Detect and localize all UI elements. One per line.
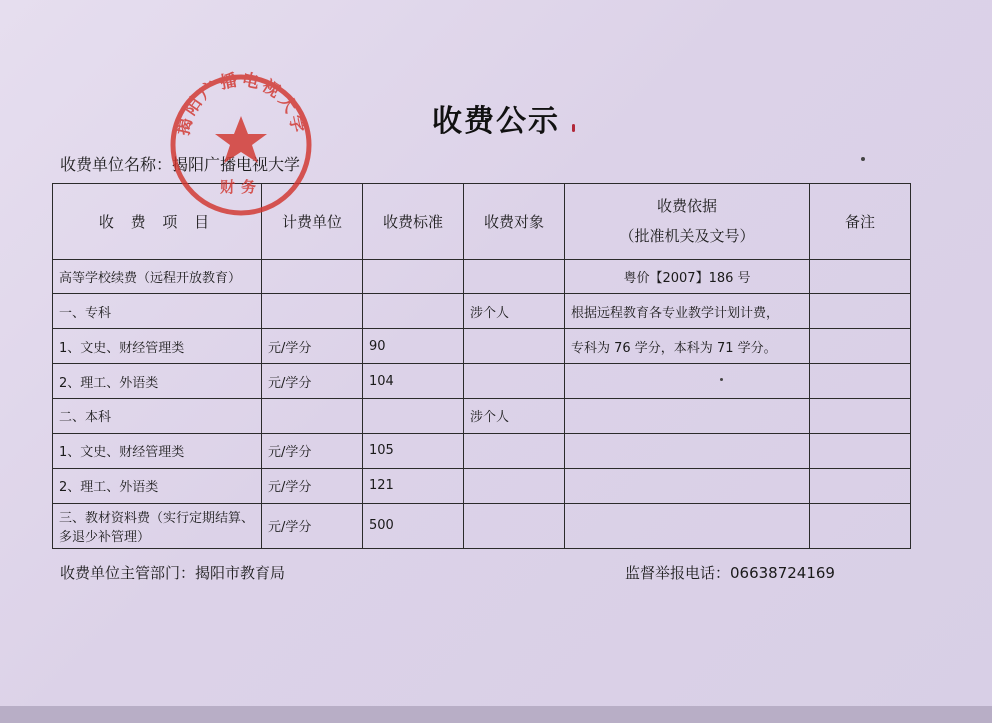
cell-item bbox=[53, 503, 262, 548]
header-target: 收费对象 bbox=[464, 184, 565, 260]
cell-unit bbox=[262, 259, 363, 294]
header-unit: 计费单位 bbox=[262, 184, 363, 260]
seal-subtext: 财务 bbox=[219, 178, 263, 196]
cell-item-line1: 三、教材资料费（实行定期结算、 bbox=[59, 510, 255, 526]
ink-speck bbox=[720, 378, 723, 381]
cell-basis bbox=[565, 364, 810, 399]
cell-remark bbox=[810, 294, 911, 329]
cell-target bbox=[464, 329, 565, 364]
cell-basis: 根据远程教育各专业教学计划计费， bbox=[565, 294, 810, 329]
cell-basis bbox=[565, 468, 810, 503]
table-row bbox=[53, 399, 911, 434]
cell-standard: 121 bbox=[363, 468, 464, 503]
cell-standard bbox=[363, 399, 464, 434]
cell-basis: 粤价【2007】186 号 bbox=[565, 259, 810, 294]
cell-standard bbox=[363, 294, 464, 329]
cell-target: 涉个人 bbox=[464, 399, 565, 434]
header-item: 收 费 项 目 bbox=[53, 184, 262, 260]
cell-item: 2、理工、外语类 bbox=[53, 468, 262, 503]
ink-speck bbox=[572, 124, 575, 132]
cell-target bbox=[464, 503, 565, 548]
seal-ring-text: 揭阳广播电视大学 bbox=[173, 70, 309, 138]
scan-edge bbox=[0, 706, 992, 723]
cell-target bbox=[464, 468, 565, 503]
cell-unit bbox=[262, 294, 363, 329]
header-remark: 备注 bbox=[810, 184, 911, 260]
official-seal-icon bbox=[166, 70, 316, 220]
table-row bbox=[53, 468, 911, 503]
table-row bbox=[53, 294, 911, 329]
cell-basis: 专科为 76 学分，本科为 71 学分。 bbox=[565, 329, 810, 364]
document-title: 收费公示 bbox=[432, 104, 560, 139]
cell-item: 1、文史、财经管理类 bbox=[53, 329, 262, 364]
cell-remark bbox=[810, 364, 911, 399]
fee-table bbox=[52, 183, 911, 549]
cell-unit: 元/学分 bbox=[262, 364, 363, 399]
cell-item: 1、文史、财经管理类 bbox=[53, 433, 262, 468]
cell-unit: 元/学分 bbox=[262, 503, 363, 548]
cell-standard bbox=[363, 259, 464, 294]
cell-target bbox=[464, 433, 565, 468]
cell-standard: 500 bbox=[363, 503, 464, 548]
cell-standard: 105 bbox=[363, 433, 464, 468]
cell-remark bbox=[810, 259, 911, 294]
cell-remark bbox=[810, 433, 911, 468]
header-basis bbox=[565, 184, 810, 260]
table-row bbox=[53, 364, 911, 399]
cell-target bbox=[464, 259, 565, 294]
cell-target: 涉个人 bbox=[464, 294, 565, 329]
cell-remark bbox=[810, 329, 911, 364]
cell-item: 一、专科 bbox=[53, 294, 262, 329]
supervising-department: 收费单位主管部门：揭阳市教育局 bbox=[60, 564, 286, 582]
cell-standard: 104 bbox=[363, 364, 464, 399]
cell-standard: 90 bbox=[363, 329, 464, 364]
table-row bbox=[53, 259, 911, 294]
table-row bbox=[53, 503, 911, 548]
report-hotline: 监督举报电话：06638724169 bbox=[625, 564, 835, 582]
header-standard: 收费标准 bbox=[363, 184, 464, 260]
cell-unit: 元/学分 bbox=[262, 468, 363, 503]
ink-speck bbox=[861, 157, 865, 161]
table-row bbox=[53, 433, 911, 468]
cell-remark bbox=[810, 503, 911, 548]
cell-unit: 元/学分 bbox=[262, 329, 363, 364]
cell-item: 高等学校续费（远程开放教育） bbox=[53, 259, 262, 294]
header-basis-line1: 收费依据 bbox=[656, 197, 717, 216]
cell-basis bbox=[565, 399, 810, 434]
cell-item-line2: 多退少补管理） bbox=[59, 529, 151, 545]
cell-item: 2、理工、外语类 bbox=[53, 364, 262, 399]
cell-target bbox=[464, 364, 565, 399]
fee-unit-name: 收费单位名称：揭阳广播电视大学 bbox=[60, 155, 301, 174]
cell-item: 二、本科 bbox=[53, 399, 262, 434]
cell-remark bbox=[810, 399, 911, 434]
cell-remark bbox=[810, 468, 911, 503]
cell-unit bbox=[262, 399, 363, 434]
header-basis-line2: （批准机关及文号） bbox=[619, 227, 755, 246]
cell-basis bbox=[565, 433, 810, 468]
cell-basis bbox=[565, 503, 810, 548]
cell-unit: 元/学分 bbox=[262, 433, 363, 468]
table-row bbox=[53, 329, 911, 364]
